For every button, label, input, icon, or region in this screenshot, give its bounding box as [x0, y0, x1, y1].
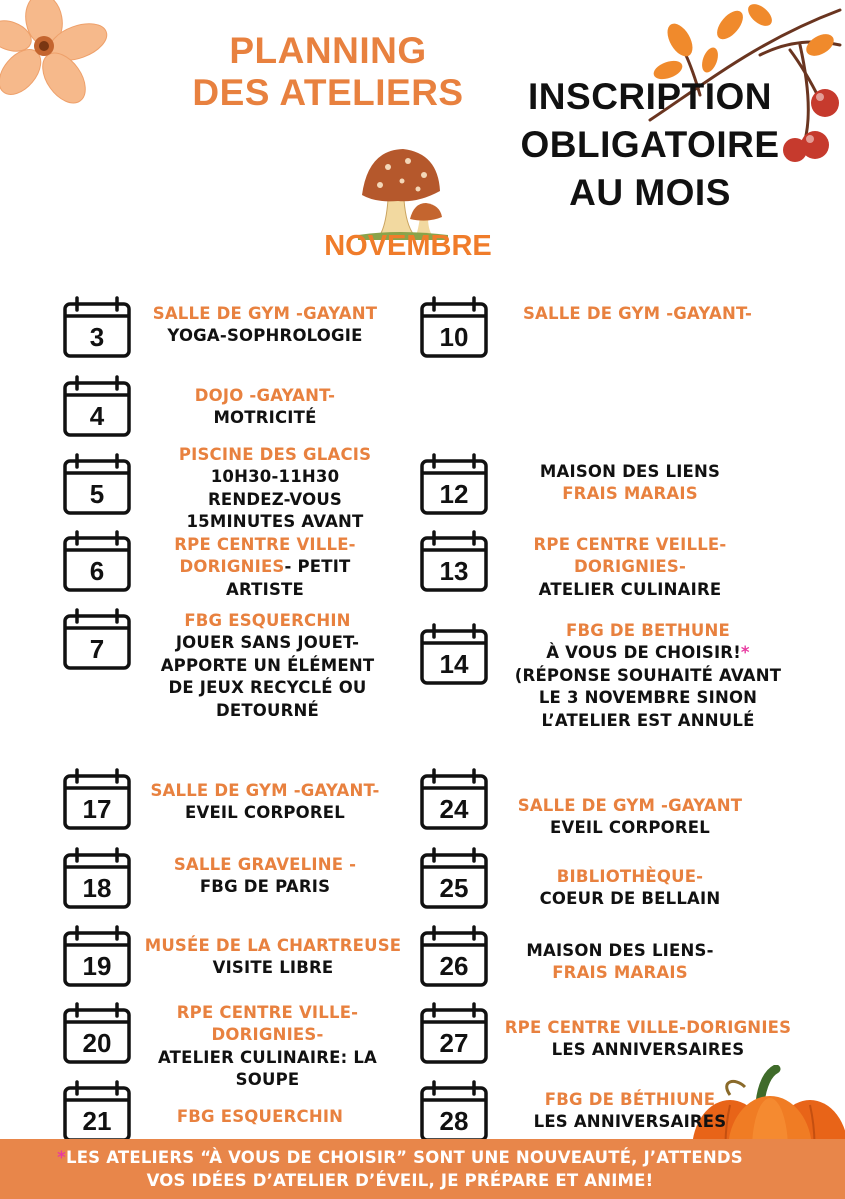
day-number: 10 [439, 322, 469, 352]
entry-line: 15MINUTES AVANT [186, 512, 364, 532]
day-number: 19 [82, 951, 112, 981]
entry-activity: ARTISTE [226, 579, 304, 599]
footer-note [20, 1146, 780, 1192]
day-number: 21 [82, 1106, 112, 1136]
entry-day-21 [130, 1106, 390, 1128]
calendar-day-12 [420, 453, 488, 515]
day-number: 24 [439, 794, 469, 824]
entry-place: DORIGNIES- [211, 1025, 324, 1045]
calendar-day-24 [420, 768, 488, 830]
entry-line: (RÉPONSE SOUHAITÉ AVANT [514, 665, 782, 685]
entry-activity: ATELIER CULINAIRE: LA [157, 1047, 378, 1067]
footer-line-1: LES ATELIERS “À VOUS DE CHOISIR” SONT UNE NOUVEAUTÉ, J’ATTENDS [66, 1148, 743, 1167]
day-number: 18 [82, 873, 112, 903]
entry-place: BIBLIOTHÈQUE- [556, 867, 704, 886]
calendar-day-3 [63, 296, 131, 358]
day-number: 14 [439, 649, 469, 679]
entry-activity: À VOUS DE CHOISIR! [546, 643, 741, 663]
entry-activity: YOGA-SOPHROLOGIE [167, 326, 363, 346]
entry-place: DOJO -GAYANT- [194, 386, 336, 405]
entry-day-17 [130, 780, 400, 825]
notice-line-1: INSCRIPTION [528, 76, 772, 117]
day-number: 26 [439, 951, 469, 981]
month-label: NOVEMBRE [324, 230, 492, 262]
entry-line: RENDEZ-VOUS [207, 489, 343, 509]
entry-day-27 [488, 1017, 808, 1062]
title-line-1: PLANNING [229, 30, 427, 71]
calendar-day-20 [63, 1002, 131, 1064]
entry-day-13 [495, 534, 765, 601]
entry-activity: LES ANNIVERSAIRES [551, 1040, 745, 1060]
entry-place: SALLE DE GYM -GAYANT [517, 796, 743, 815]
entry-day-10 [495, 303, 780, 325]
calendar-day-28 [420, 1080, 488, 1142]
entry-place: RPE CENTRE VILLE- [176, 1003, 359, 1022]
entry-day-26 [495, 940, 745, 985]
entry-place: PISCINE DES GLACIS [178, 445, 372, 464]
entry-place: RPE CENTRE VILLE- [174, 535, 356, 554]
entry-activity: ATELIER CULINAIRE [538, 579, 722, 599]
day-number: 27 [439, 1028, 469, 1058]
entry-activity: SOUPE [235, 1070, 300, 1090]
day-number: 6 [89, 556, 105, 586]
entry-activity: LES ANNIVERSAIRES [533, 1112, 727, 1132]
entry-place: DORIGNIES- [573, 557, 687, 577]
mushroom-icon [358, 145, 448, 240]
calendar-day-13 [420, 530, 488, 592]
calendar-day-19 [63, 925, 131, 987]
entry-place: MUSÉE DE LA CHARTREUSE [144, 936, 402, 955]
calendar-day-17 [63, 768, 131, 830]
entry-place: FRAIS MARAIS [552, 963, 688, 983]
calendar-day-5 [63, 453, 131, 515]
entry-day-28 [495, 1089, 765, 1134]
entry-line: LE 3 NOVEMBRE SINON [538, 688, 758, 708]
title-line-2: DES ATELIERS [192, 72, 464, 113]
day-number: 25 [439, 873, 469, 903]
day-number: 4 [89, 401, 105, 431]
entry-activity: MOTRICITÉ [213, 408, 317, 428]
day-number: 20 [82, 1028, 112, 1058]
flower-icon [0, 0, 120, 110]
day-number: 12 [439, 479, 469, 509]
entry-day-4 [135, 385, 395, 430]
entry-activity: FBG DE PARIS [199, 877, 331, 897]
day-number: 3 [89, 322, 105, 352]
day-number: 5 [89, 479, 105, 509]
asterisk-mark: * [740, 643, 750, 663]
entry-day-3 [135, 303, 395, 348]
footer-line-2: VOS IDÉES D’ATELIER D’ÉVEIL, JE PRÉPARE ET ANIME! [146, 1171, 654, 1190]
entry-place: MAISON DES LIENS [539, 462, 721, 481]
entry-place: FBG DE BÉTHIUNE [544, 1090, 716, 1109]
calendar-day-27 [420, 1002, 488, 1064]
entry-day-18 [130, 854, 400, 899]
notice-line-2: OBLIGATOIRE [520, 124, 780, 165]
entry-activity: COEUR DE BELLAIN [539, 889, 721, 909]
calendar-day-18 [63, 847, 131, 909]
registration-notice [505, 73, 795, 217]
calendar-day-7 [63, 608, 131, 670]
day-number: 13 [439, 556, 469, 586]
entry-line: 10H30-11H30 [210, 467, 340, 487]
calendar-day-26 [420, 925, 488, 987]
entry-day-7 [135, 610, 400, 722]
entry-day-6 [135, 534, 395, 601]
entry-place: RPE CENTRE VILLE-DORIGNIES [504, 1018, 792, 1037]
entry-day-14 [492, 620, 804, 732]
entry-place: RPE CENTRE VEILLE- [533, 535, 727, 554]
entry-day-20 [130, 1002, 405, 1092]
calendar-day-25 [420, 847, 488, 909]
entry-line: DE JEUX RECYCLÉ OU [168, 678, 367, 698]
entry-place: MAISON DES LIENS- [526, 941, 714, 960]
entry-day-19 [128, 935, 418, 980]
asterisk-mark: * [57, 1148, 66, 1167]
entry-day-5 [135, 444, 415, 534]
entry-line: JOUER SANS JOUET- [175, 633, 360, 653]
calendar-day-14 [420, 623, 488, 685]
entry-activity: - PETIT [284, 557, 351, 577]
entry-day-24 [495, 795, 765, 840]
day-number: 7 [89, 634, 105, 664]
calendar-day-21 [63, 1080, 131, 1142]
entry-day-25 [495, 866, 765, 911]
entry-activity: EVEIL CORPOREL [185, 803, 345, 823]
entry-place: FBG DE BETHUNE [565, 621, 731, 640]
entry-activity: EVEIL CORPOREL [550, 818, 710, 838]
entry-place: SALLE DE GYM -GAYANT [152, 304, 378, 323]
entry-line: DETOURNÉ [215, 700, 320, 720]
day-number: 28 [439, 1106, 469, 1136]
page-title [180, 30, 476, 114]
entry-place: FRAIS MARAIS [562, 484, 698, 504]
entry-place: SALLE DE GYM -GAYANT- [522, 304, 753, 323]
notice-line-3: AU MOIS [569, 172, 731, 213]
entry-activity: VISITE LIBRE [212, 958, 334, 978]
entry-place: DORIGNIES [179, 557, 285, 577]
entry-place: SALLE DE GYM -GAYANT- [150, 781, 380, 800]
calendar-day-10 [420, 296, 488, 358]
day-number: 17 [82, 794, 112, 824]
entry-line: APPORTE UN ÉLÉMENT [160, 655, 375, 675]
calendar-day-4 [63, 375, 131, 437]
entry-place: SALLE GRAVELINE - [173, 855, 357, 874]
entry-place: FBG ESQUERCHIN [184, 611, 351, 630]
entry-place: FBG ESQUERCHIN [176, 1107, 344, 1126]
entry-line: L’ATELIER EST ANNULÉ [541, 710, 755, 730]
calendar-day-6 [63, 530, 131, 592]
entry-day-12 [495, 461, 765, 506]
